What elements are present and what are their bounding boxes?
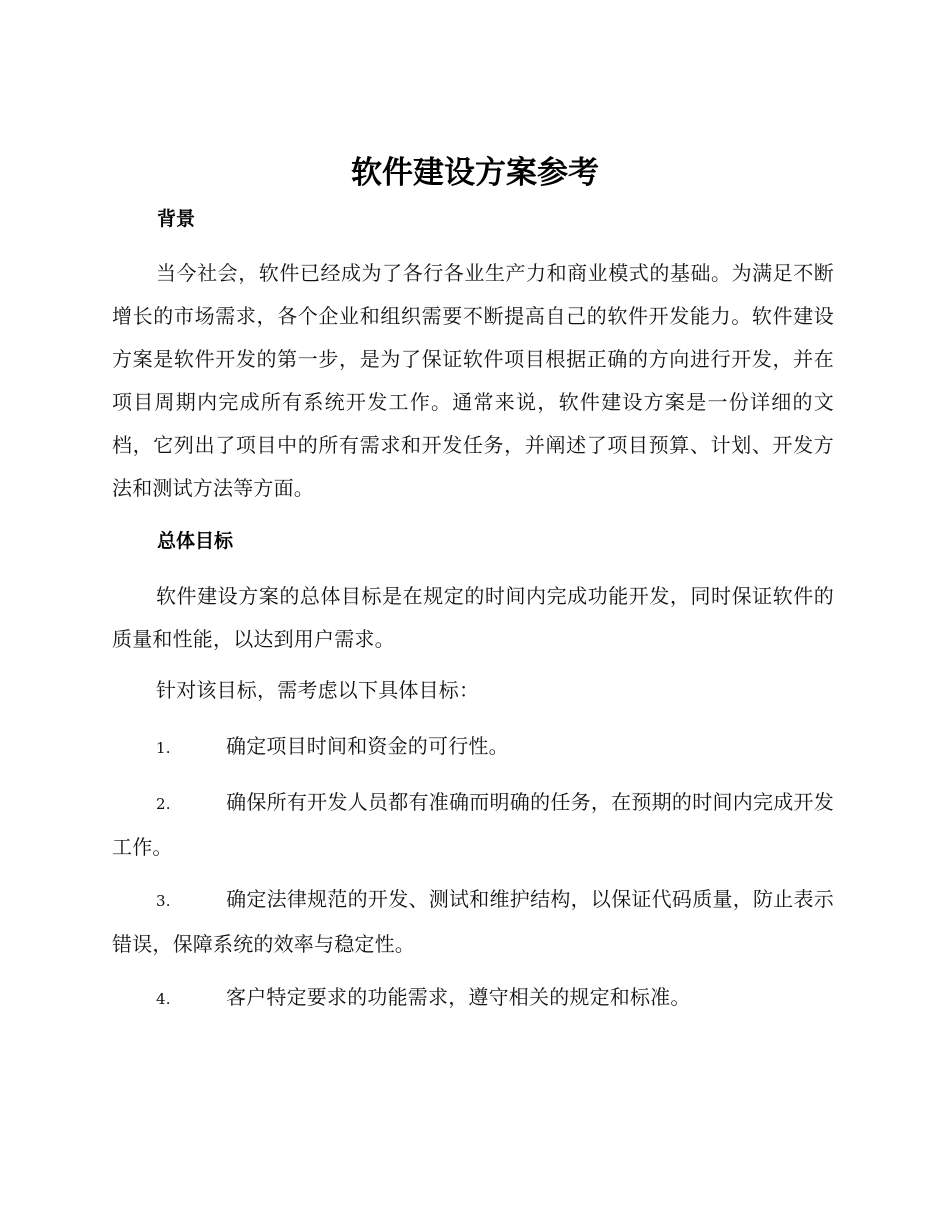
section-heading-background: 背景 — [157, 208, 196, 230]
list-item-number: 1. — [156, 739, 171, 757]
goal-intro-paragraph: 针对该目标，需考虑以下具体目标： — [156, 678, 480, 702]
list-item-text: 确定法律规范的开发、测试和维护结构，以保证代码质量，防止表示错误，保障系统的效率与稳定性。 — [112, 887, 834, 956]
list-item — [112, 781, 834, 869]
goal-paragraph: 软件建设方案的总体目标是在规定的时间内完成功能开发，同时保证软件的质量和性能，以达到用户需求。 — [112, 584, 834, 651]
list-item — [112, 725, 834, 770]
list-item — [112, 976, 834, 1021]
list-item-text: 确定项目时间和资金的可行性。 — [226, 734, 509, 758]
list-item-text: 确保所有开发人员都有准确而明确的任务，在预期的时间内完成开发工作。 — [112, 790, 834, 859]
document-title: 软件建设方案参考 — [351, 155, 599, 191]
list-item — [112, 878, 834, 966]
list-item-number: 4. — [156, 990, 171, 1008]
section-heading-overall-goal: 总体目标 — [157, 530, 234, 552]
list-item-text: 客户特定要求的功能需求，遵守相关的规定和标准。 — [226, 985, 691, 1009]
background-paragraph: 当今社会，软件已经成为了各行各业生产力和商业模式的基础。为满足不断增长的市场需求，各个企业和组织需要不断提高自己的软件开发能力。软件建设方案是软件开发的第一步，是为了保证软件项目根据正确的方向进行开发，并在项目周期内完成所有系统开发工作。通常来说，软件建设方案是一份详细的文档，它列出了项目中的所有需求和开发任务，并阐述了项目预算、计划、开发方法和测试方法等方面。 — [112, 261, 834, 500]
list-item-number: 2. — [156, 795, 171, 813]
list-item-number: 3. — [156, 892, 171, 910]
